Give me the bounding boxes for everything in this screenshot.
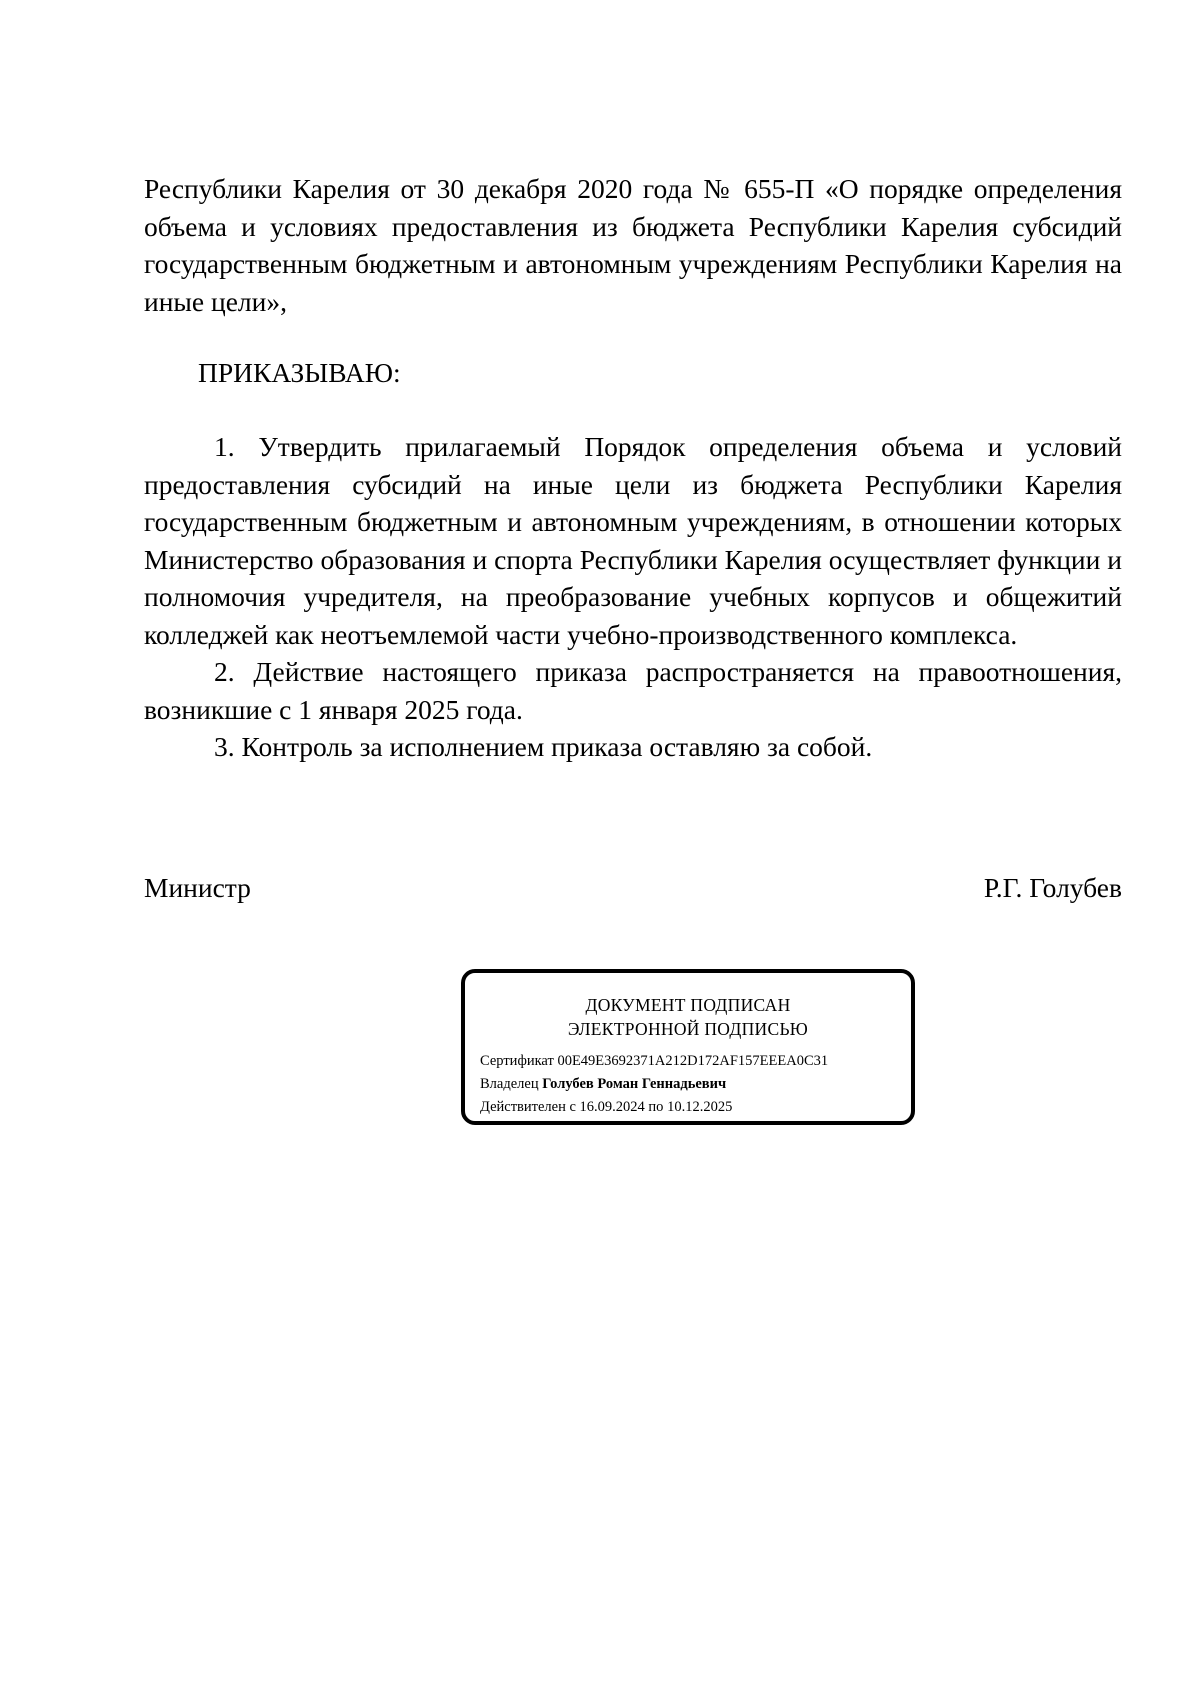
signer-name: Р.Г. Голубев bbox=[983, 872, 1122, 903]
valid-to-prefix: по bbox=[648, 1099, 664, 1115]
signer-position: Министр bbox=[144, 872, 251, 903]
owner-value: Голубев Роман Геннадьевич bbox=[542, 1076, 727, 1092]
electronic-signature-stamp bbox=[461, 969, 915, 1125]
valid-to: 10.12.2025 bbox=[667, 1099, 733, 1115]
signature-block bbox=[144, 869, 1122, 909]
stamp-validity bbox=[480, 1097, 732, 1117]
clause-2: 2. Действие настоящего приказа распространяется на правоотношения, возникшие с 1 января 2025 года. bbox=[144, 656, 1122, 725]
certificate-label: Сертификат bbox=[480, 1053, 554, 1069]
stamp-owner bbox=[480, 1074, 726, 1094]
order-clauses bbox=[144, 428, 1122, 766]
owner-label: Владелец bbox=[480, 1076, 539, 1092]
valid-from-prefix: с bbox=[569, 1099, 576, 1115]
stamp-title bbox=[465, 993, 911, 1041]
stamp-title-line-2: ЭЛЕКТРОННОЙ ПОДПИСЬЮ bbox=[567, 1019, 809, 1039]
certificate-value: 00E49E3692371A212D172AF157EEEA0C31 bbox=[557, 1053, 829, 1069]
stamp-title-line-1: ДОКУМЕНТ ПОДПИСАН bbox=[585, 995, 791, 1015]
clause-3: 3. Контроль за исполнением приказа оставляю за собой. bbox=[214, 731, 873, 762]
valid-from: 16.09.2024 bbox=[579, 1099, 645, 1115]
intro-paragraph: Республики Карелия от 30 декабря 2020 года № 655-П «О порядке определения объема и условиях предоставления из бюджета Республики Карелия субсидий государственным бюджетным и автономным учреждениям Республики Карелия на иные цели», bbox=[144, 173, 1122, 317]
stamp-certificate bbox=[480, 1051, 828, 1071]
order-heading: ПРИКАЗЫВАЮ: bbox=[198, 357, 401, 388]
clause-1: 1. Утвердить прилагаемый Порядок определения объема и условий предоставления субсидий на иные цели из бюджета Республики Карелия государственным бюджетным и автономным учреждениям, в отношении которых Министерство образования и спорта Республики Карелия осуществляет функции и полномочия учредителя, на преобразование учебных корпусов и общежитий колледжей как неотъемлемой части учебно-производственного комплекса. bbox=[144, 431, 1122, 650]
valid-label: Действителен bbox=[480, 1099, 566, 1115]
